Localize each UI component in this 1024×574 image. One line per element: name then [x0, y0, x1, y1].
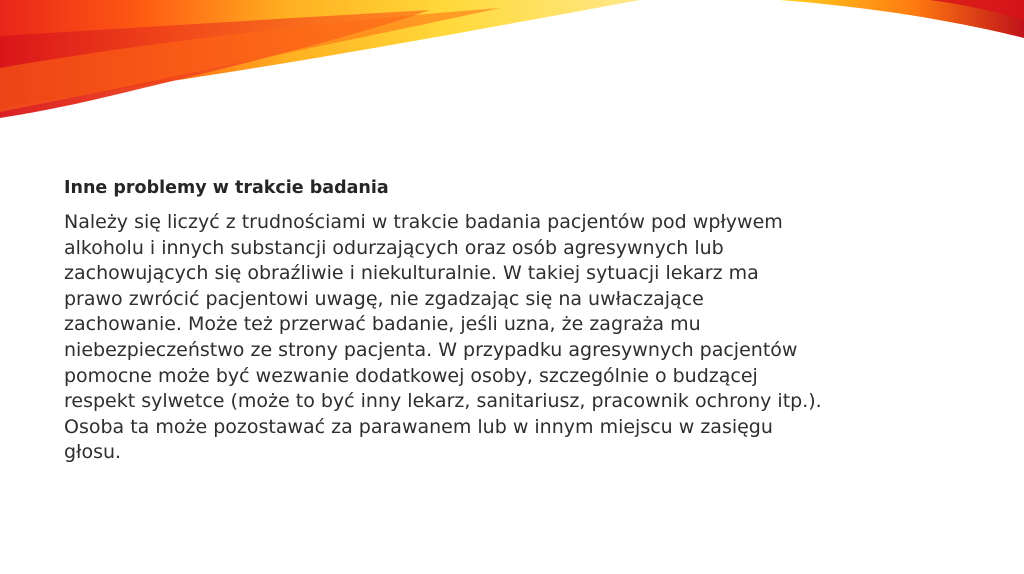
body-line: Należy się liczyć z trudnościami w trakcie badania pacjentów pod wpływem [64, 211, 783, 233]
body-line: pomocne może być wezwanie dodatkowej osoby, szczególnie o budzącej [64, 364, 758, 387]
body-line: głosu. [64, 441, 122, 464]
content-block [64, 176, 964, 466]
body-line: respekt sylwetce (może to być inny lekarz, sanitariusz, pracownik ochrony itp.). [64, 390, 822, 413]
body-line: prawo zwrócić pacjentowi uwagę, nie zgadzając się na uwłaczające [64, 287, 704, 310]
body-line: zachowanie. Może też przerwać badanie, jeśli uzna, że zagraża mu [64, 313, 701, 336]
slide-heading: Inne problemy w trakcie badania [64, 178, 389, 198]
body-line: niebezpieczeństwo ze strony pacjenta. W przypadku agresywnych pacjentów [64, 338, 798, 361]
body-line: zachowujących się obraźliwie i niekulturalnie. W takiej sytuacji lekarz ma [64, 262, 759, 285]
body-line: alkoholu i innych substancji odurzających oraz osób agresywnych lub [64, 236, 724, 259]
body-line: Osoba ta może pozostawać za parawanem lub w innym miejscu w zasięgu [64, 415, 773, 438]
decorative-wave-banner [0, 0, 1024, 140]
slide-body-text [64, 210, 964, 466]
